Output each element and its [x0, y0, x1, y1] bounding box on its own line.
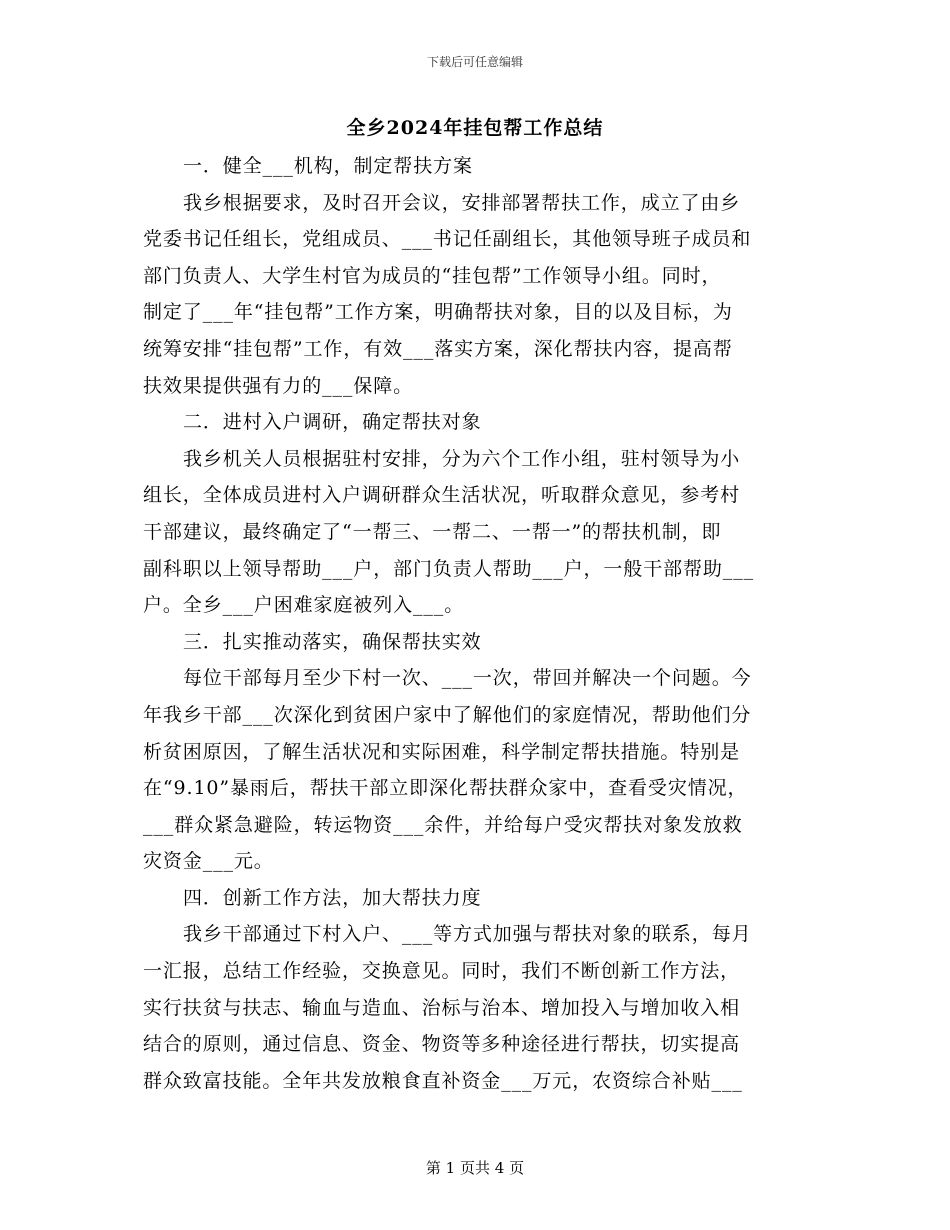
text-line: 副科职以上领导帮助___户，部门负责人帮助___户，一般干部帮助___ — [143, 557, 755, 580]
text-line: 析贫困原因，了解生活状况和实际困难，科学制定帮扶措施。特别是 — [143, 740, 741, 763]
page-footer: 第 1 页共 4 页 — [425, 1159, 525, 1177]
text-line: 三．扎实推动落实，确保帮扶实效 — [183, 630, 482, 653]
text-line: 实行扶贫与扶志、输血与造血、治标与治本、增加投入与增加收入相 — [143, 996, 741, 1019]
text-line: 组长，全体成员进村入户调研群众生活状况，听取群众意见，参考村 — [143, 484, 741, 507]
text-line: 二．进村入户调研，确定帮扶对象 — [183, 411, 482, 434]
document-body — [143, 148, 803, 1099]
text-line: 户。全乡___户困难家庭被列入___。 — [143, 594, 465, 617]
text-line: 统筹安排“挂包帮”工作，有效___落实方案，深化帮扶内容，提高帮 — [143, 337, 733, 360]
page-header-note: 下载后可任意编辑 — [426, 55, 523, 69]
text-line: 每位干部每月至少下村一次、___一次，带回并解决一个问题。今 — [183, 667, 752, 690]
text-line: 我乡干部通过下村入户、___等方式加强与帮扶对象的联系，每月 — [183, 923, 752, 946]
text-line: 一．健全___机构，制定帮扶方案 — [183, 155, 473, 177]
text-line: 干部建议，最终确定了“一帮三、一帮二、一帮一”的帮扶机制，即 — [143, 520, 722, 543]
text-line: 我乡机关人员根据驻村安排，分为六个工作小组，驻村领导为小 — [183, 447, 741, 470]
text-line: 结合的原则，通过信息、资金、物资等多种途径进行帮扶，切实提高 — [143, 1033, 741, 1056]
text-line: 灾资金___元。 — [143, 850, 274, 873]
text-line: 部门负责人、大学生村官为成员的“挂包帮”工作领导小组。同时， — [143, 264, 722, 287]
document-title: 全乡2024年挂包帮工作总结 — [346, 117, 604, 139]
text-line: 四．创新工作方法，加大帮扶力度 — [183, 886, 482, 909]
text-line: 制定了___年“挂包帮”工作方案，明确帮扶对象，目的以及目标，为 — [143, 301, 733, 324]
text-line: 年我乡干部___次深化到贫困户家中了解他们的家庭情况，帮助他们分 — [143, 703, 752, 726]
text-line: ___群众紧急避险，转运物资___余件，并给每户受灾帮扶对象发放救 — [143, 813, 743, 836]
text-line: 在“9.10”暴雨后，帮扶干部立即深化帮扶群众家中，查看受灾情况， — [143, 777, 748, 800]
text-line: 党委书记任组长，党组成员、___书记任副组长，其他领导班子成员和 — [143, 228, 752, 251]
text-line: 一汇报，总结工作经验，交换意见。同时，我们不断创新工作方法， — [143, 960, 741, 983]
text-line: 群众致富技能。全年共发放粮食直补资金___万元，农资综合补贴___ — [143, 1069, 743, 1092]
text-line: 我乡根据要求，及时召开会议，安排部署帮扶工作，成立了由乡 — [183, 191, 741, 214]
text-line: 扶效果提供强有力的___保障。 — [143, 374, 414, 397]
